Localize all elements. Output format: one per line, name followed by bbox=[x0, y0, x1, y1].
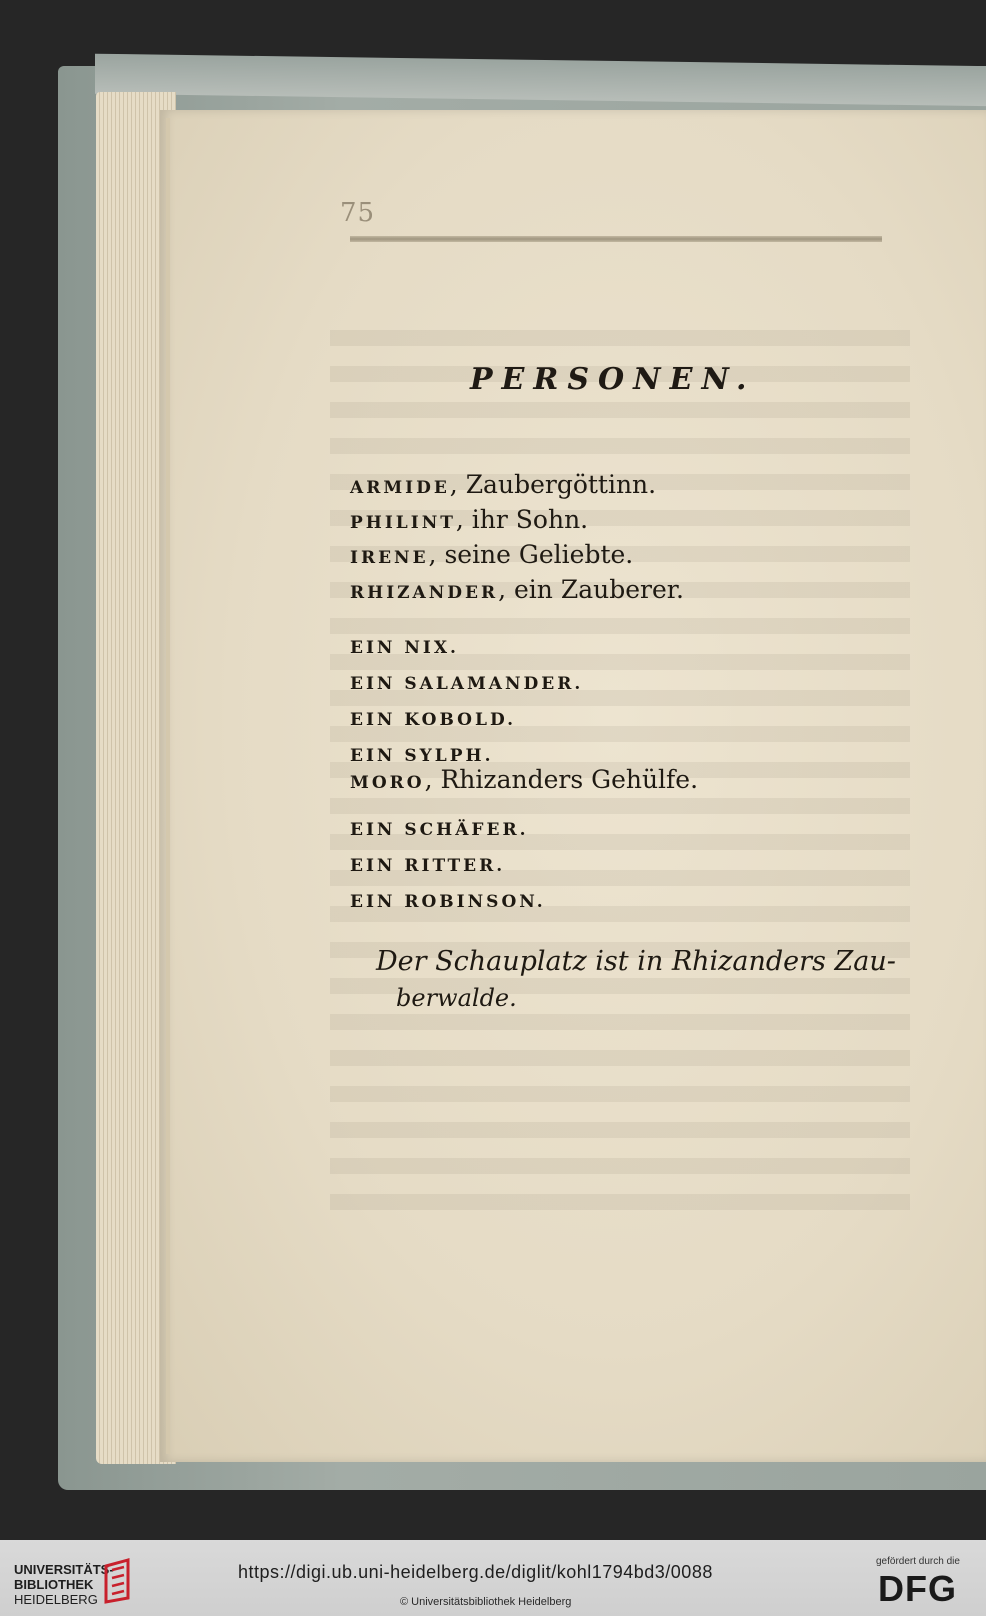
cast-name: PHILINT bbox=[350, 513, 456, 533]
cast-desc: , seine Geliebte. bbox=[428, 540, 634, 569]
setting-line-1: Der Schauplatz ist in Rhizanders Zau- bbox=[376, 946, 896, 977]
cast-name: EIN KOBOLD. bbox=[350, 710, 516, 730]
cast-entry bbox=[350, 738, 494, 767]
cast-entry bbox=[350, 470, 656, 499]
library-line-2: BIBLIOTHEK bbox=[14, 1577, 94, 1592]
cast-name: MORO bbox=[350, 773, 425, 793]
cast-entry bbox=[350, 884, 546, 913]
page-title: PERSONEN. bbox=[470, 362, 756, 397]
cast-desc: , ihr Sohn. bbox=[455, 505, 589, 534]
library-line-1: UNIVERSITÄTS- bbox=[14, 1562, 114, 1577]
cast-entry bbox=[350, 666, 583, 695]
cast-name: EIN ROBINSON. bbox=[350, 892, 546, 912]
page-number: 75 bbox=[340, 198, 376, 228]
cast-name: RHIZANDER bbox=[350, 583, 499, 603]
page-url-link[interactable]: https://digi.ub.uni-heidelberg.de/diglit/kohl1794bd3/0088 bbox=[238, 1562, 713, 1582]
cast-entry bbox=[350, 848, 505, 877]
cast-entry bbox=[350, 812, 529, 841]
cast-desc: , Rhizanders Gehülfe. bbox=[424, 765, 699, 794]
library-line-3: HEIDELBERG bbox=[14, 1592, 98, 1607]
cast-name: EIN SCHÄFER. bbox=[350, 820, 529, 840]
copyright-text: © Universitätsbibliothek Heidelberg bbox=[400, 1596, 572, 1608]
setting-line-2: berwalde. bbox=[396, 984, 517, 1012]
dfg-logo[interactable]: DFG bbox=[878, 1568, 957, 1609]
cast-name: EIN SALAMANDER. bbox=[350, 674, 584, 694]
cast-entry bbox=[350, 540, 633, 569]
cast-name: EIN NIX. bbox=[350, 638, 459, 658]
cast-entry bbox=[350, 765, 698, 794]
cast-name: EIN RITTER. bbox=[350, 856, 506, 876]
cast-name: IRENE bbox=[350, 548, 429, 568]
setting-note bbox=[376, 944, 896, 1016]
cast-entry bbox=[350, 505, 588, 534]
cast-entry bbox=[350, 630, 459, 659]
cast-entry bbox=[350, 702, 516, 731]
cast-desc: , Zaubergöttinn. bbox=[449, 470, 657, 499]
cast-name: ARMIDE bbox=[350, 478, 450, 498]
cast-entry bbox=[350, 575, 684, 604]
funded-by-text: gefördert durch die bbox=[876, 1556, 960, 1567]
library-logo-icon[interactable] bbox=[98, 1558, 138, 1604]
page-gutter bbox=[166, 118, 170, 1454]
header-rule bbox=[350, 236, 882, 242]
cast-name: EIN SYLPH. bbox=[350, 746, 494, 766]
cast-desc: , ein Zauberer. bbox=[498, 575, 684, 604]
